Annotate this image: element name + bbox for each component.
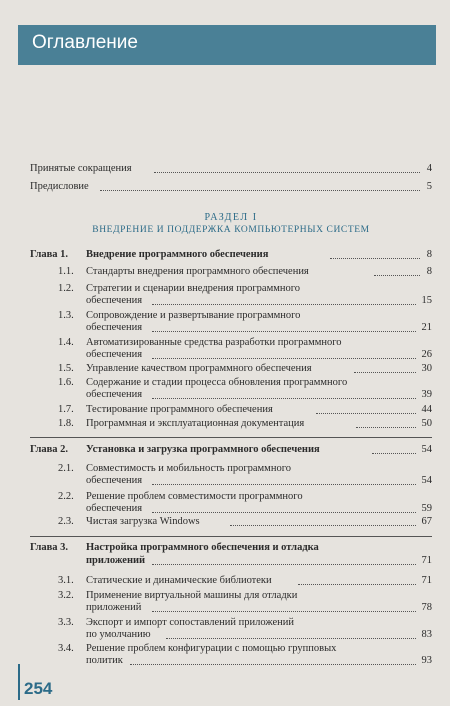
- entry-number: 1.2.: [58, 283, 74, 294]
- leader-dots: [230, 525, 416, 526]
- page-number: 254: [24, 679, 53, 698]
- entry-page: 83: [421, 629, 432, 640]
- leader-dots: [372, 453, 416, 454]
- chapter-3-heading[interactable]: [30, 541, 432, 567]
- entry-title-cont: обеспечения: [86, 349, 143, 360]
- toc-entry-abbreviations[interactable]: [30, 162, 432, 175]
- toc-entry-1-3[interactable]: [30, 309, 432, 335]
- entry-number: 1.5.: [58, 363, 74, 374]
- leader-dots: [152, 611, 416, 612]
- entry-title: Содержание и стадии процесса обновления программного: [86, 377, 348, 388]
- entry-title: Тестирование программного обеспечения: [86, 404, 273, 415]
- chapter-label: Глава 1.: [30, 249, 69, 260]
- entry-page: 30: [421, 363, 432, 374]
- entry-page: 39: [421, 389, 432, 400]
- entry-page: 26: [421, 349, 432, 360]
- toc-entry-3-4[interactable]: [30, 642, 432, 668]
- entry-page: 21: [421, 322, 432, 333]
- entry-title: Решение проблем совместимости программного: [86, 491, 303, 502]
- entry-title-cont: обеспечения: [86, 475, 143, 486]
- leader-dots: [130, 664, 416, 665]
- section-title: ВНЕДРЕНИЕ И ПОДДЕРЖКА КОМПЬЮТЕРНЫХ СИСТЕМ: [92, 225, 370, 235]
- entry-title: Сопровождение и развертывание программного: [86, 310, 301, 321]
- toc-entry-1-4[interactable]: [30, 336, 432, 362]
- entry-title: Управление качеством программного обеспечения: [86, 363, 312, 374]
- divider: [30, 437, 432, 438]
- toc-entry-2-2[interactable]: [30, 490, 432, 516]
- entry-number: 1.4.: [58, 337, 74, 348]
- entry-number: 3.2.: [58, 590, 74, 601]
- chapter-title: Внедрение программного обеспечения: [86, 249, 269, 260]
- entry-number: 2.2.: [58, 491, 74, 502]
- leader-dots: [316, 413, 416, 414]
- entry-title-cont: приложений: [86, 602, 142, 613]
- entry-number: 1.7.: [58, 404, 74, 415]
- entry-page: 15: [421, 295, 432, 306]
- chapter-title: Установка и загрузка программного обеспечения: [86, 444, 320, 455]
- chapter-title-cont: приложений: [86, 555, 146, 566]
- entry-title: Автоматизированные средства разработки программного: [86, 337, 342, 348]
- leader-dots: [354, 372, 416, 373]
- entry-title: Статические и динамические библиотеки: [86, 575, 272, 586]
- entry-title: Стратегии и сценарии внедрения программного: [86, 283, 301, 294]
- entry-number: 3.1.: [58, 575, 74, 586]
- leader-dots: [298, 584, 416, 585]
- toc-entry-3-3[interactable]: [30, 616, 432, 642]
- entry-title-cont: обеспечения: [86, 503, 143, 514]
- leader-dots: [152, 484, 416, 485]
- leader-dots: [100, 190, 420, 191]
- toc-entry-preface[interactable]: [30, 180, 432, 193]
- toc-entry-1-8[interactable]: [30, 417, 432, 430]
- toc-entry-page: 4: [426, 163, 432, 174]
- leader-dots: [356, 427, 416, 428]
- leader-dots: [152, 512, 416, 513]
- entry-number: 3.3.: [58, 617, 74, 628]
- toc-entry-1-5[interactable]: [30, 362, 432, 375]
- entry-title: Совместимость и мобильность программного: [86, 463, 291, 474]
- chapter-title: Настройка программного обеспечения и отладка: [86, 542, 319, 553]
- chapter-label: Глава 2.: [30, 444, 69, 455]
- entry-number: 1.3.: [58, 310, 74, 321]
- leader-dots: [152, 331, 416, 332]
- entry-number: 3.4.: [58, 643, 74, 654]
- toc-entry-3-2[interactable]: [30, 589, 432, 615]
- entry-page: 67: [421, 516, 432, 527]
- page-title: Оглавление: [32, 32, 138, 53]
- leader-dots: [166, 638, 416, 639]
- entry-title-cont: обеспечения: [86, 389, 143, 400]
- entry-page: 71: [421, 575, 432, 586]
- chapter-label: Глава 3.: [30, 542, 69, 553]
- toc-entry-1-2[interactable]: [30, 282, 432, 308]
- divider: [30, 536, 432, 537]
- chapter-2-heading[interactable]: [30, 443, 432, 456]
- entry-number: 1.1.: [58, 266, 74, 277]
- toc-entry-1-1[interactable]: [30, 265, 432, 278]
- page-number-bar: [18, 664, 20, 700]
- chapter-1-heading[interactable]: [30, 248, 432, 261]
- chapter-page: 71: [421, 555, 432, 566]
- entry-title-cont: обеспечения: [86, 295, 143, 306]
- leader-dots: [152, 564, 416, 565]
- entry-number: 1.6.: [58, 377, 74, 388]
- entry-title-cont: обеспечения: [86, 322, 143, 333]
- leader-dots: [152, 358, 416, 359]
- entry-title: Применение виртуальной машины для отладки: [86, 590, 298, 601]
- toc-entry-1-6[interactable]: [30, 376, 432, 402]
- chapter-page: 54: [421, 444, 432, 455]
- toc-entry-3-1[interactable]: [30, 574, 432, 587]
- entry-title-cont: политик: [86, 655, 123, 666]
- entry-title: Стандарты внедрения программного обеспечения: [86, 266, 309, 277]
- leader-dots: [152, 304, 416, 305]
- toc-entry-2-1[interactable]: [30, 462, 432, 488]
- leader-dots: [154, 172, 420, 173]
- entry-page: 44: [421, 404, 432, 415]
- entry-title: Программная и эксплуатационная документация: [86, 418, 305, 429]
- section-label: РАЗДЕЛ I: [204, 212, 258, 223]
- toc-header: [18, 25, 436, 65]
- entry-page: 59: [421, 503, 432, 514]
- entry-number: 2.3.: [58, 516, 74, 527]
- entry-page: 50: [421, 418, 432, 429]
- chapter-page: 8: [426, 249, 432, 260]
- entry-page: 93: [421, 655, 432, 666]
- entry-title: Решение проблем конфигурации с помощью групповых: [86, 643, 337, 654]
- entry-page: 54: [421, 475, 432, 486]
- entry-number: 1.8.: [58, 418, 74, 429]
- leader-dots: [330, 258, 420, 259]
- toc-entry-title: Принятые сокращения: [30, 163, 132, 174]
- toc-entry-page: 5: [426, 181, 432, 192]
- entry-number: 2.1.: [58, 463, 74, 474]
- leader-dots: [374, 275, 420, 276]
- leader-dots: [152, 398, 416, 399]
- entry-title-cont: по умолчанию: [86, 629, 151, 640]
- toc-entry-title: Предисловие: [30, 181, 89, 192]
- entry-page: 78: [421, 602, 432, 613]
- entry-page: 8: [426, 266, 432, 277]
- entry-title: Экспорт и импорт сопоставлений приложений: [86, 617, 294, 628]
- toc-entry-1-7[interactable]: [30, 403, 432, 416]
- entry-title: Чистая загрузка Windows: [86, 516, 200, 527]
- toc-entry-2-3[interactable]: [30, 515, 432, 528]
